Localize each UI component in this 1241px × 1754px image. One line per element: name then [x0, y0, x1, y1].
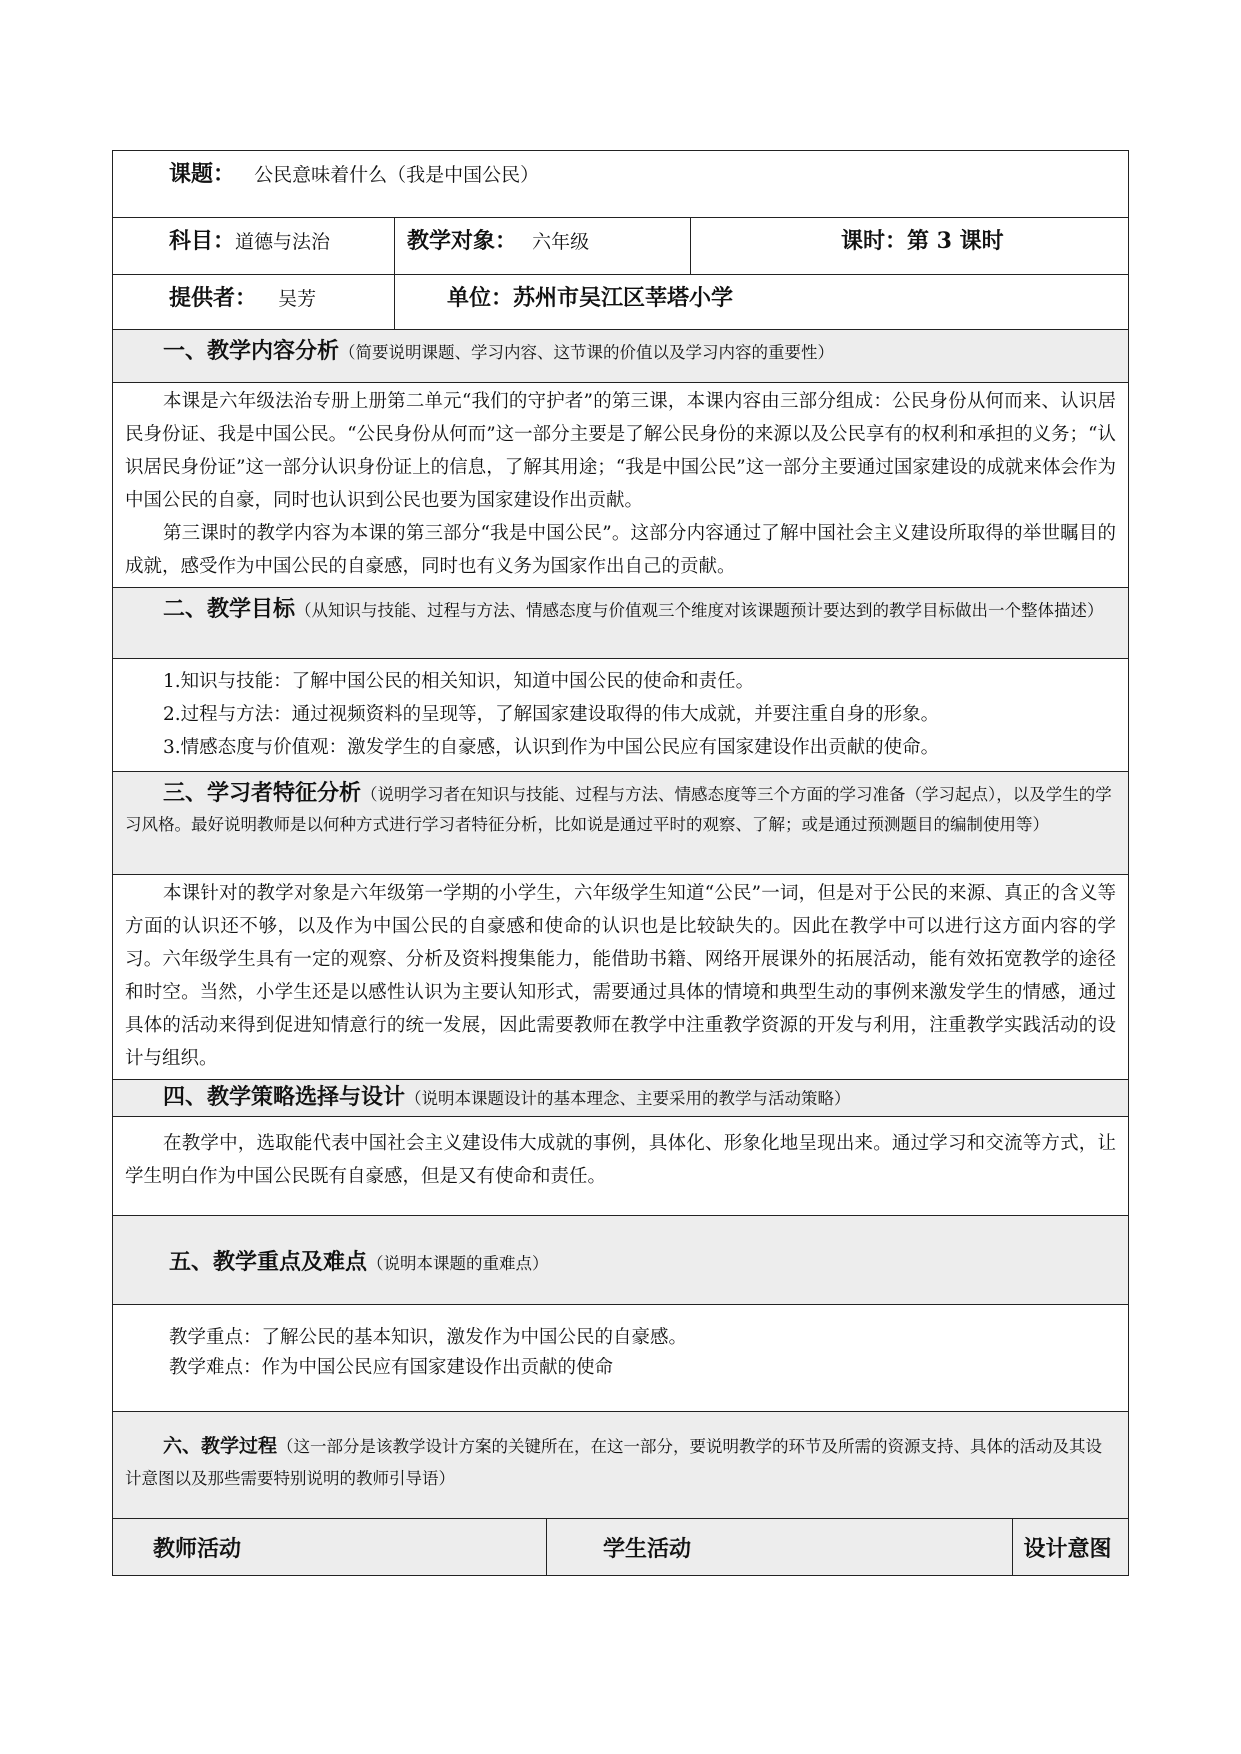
subject-row	[113, 218, 1129, 275]
section-1-paragraph: 本课是六年级法治专册上册第二单元“我们的守护者”的第三课，本课内容由三部分组成：公民身份从何而来、认识居民身份证、我是中国公民。“公民身份从何而”这一部分主要是了解公民身份的来源以及公民享有的权利和承担的义务；“认识居民身份证”这一部分认识身份证上的信息，了解其用途；“我是中国公民”这一部分主要通过国家建设的成就来体会作为中国公民的自豪，同时也认识到公民也要为国家建设作出贡献。	[125, 391, 1116, 511]
section-1-paragraph: 第三课时的教学内容为本课的第三部分“我是中国公民”。这部分内容通过了解中国社会主义建设所取得的举世瞩目的成就，感受作为中国公民的自豪感，同时也有义务为国家作出自己的贡献。	[125, 523, 1116, 577]
topic-row	[113, 151, 1129, 218]
section-5-title: 五、教学重点及难点	[169, 1248, 368, 1275]
section-3-note: （说明学习者在知识与技能、过程与方法、情感态度等三个方面的学习准备（学习起点），以及学生的学习风格。最好说明教师是以何种方式进行学习者特征分析，比如说是通过平时的观察、了解；或是通过预测题目的编制使用等）	[125, 785, 1112, 834]
subject-value: 道德与法治	[235, 231, 331, 253]
section-5-body	[113, 1305, 1129, 1412]
design-intent-header: 设计意图	[1023, 1535, 1112, 1562]
goal-item: 1.知识与技能：了解中国公民的相关知识，知道中国公民的使命和责任。	[163, 671, 755, 692]
section-4-paragraph: 在教学中，选取能代表中国社会主义建设伟大成就的事例，具体化、形象化地呈现出来。通过学习和交流等方式，让学生明白作为中国公民既有自豪感，但是又有使命和责任。	[125, 1133, 1116, 1187]
unit: 单位：苏州市吴江区莘塔小学	[447, 285, 734, 311]
section-2-title: 二、教学目标	[163, 596, 296, 622]
difficult-point: 教学难点：作为中国公民应有国家建设作出贡献的使命	[169, 1357, 614, 1378]
student-activity-header: 学生活动	[603, 1535, 692, 1562]
section-6-note: （这一部分是该教学设计方案的关键所在，在这一部分，要说明教学的环节及所需的资源支持、具体的活动及其设计意图以及那些需要特别说明的教师引导语）	[125, 1437, 1103, 1488]
section-1-header	[113, 330, 1129, 383]
section-4-header	[113, 1080, 1129, 1117]
lesson-plan-sheet	[112, 150, 1128, 1576]
provider-row	[113, 275, 1129, 330]
goal-item: 2.过程与方法：通过视频资料的呈现等，了解国家建设取得的伟大成就，并要注重自身的形象。	[163, 704, 940, 725]
teacher-activity-header: 教师活动	[153, 1535, 242, 1562]
process-table-header	[113, 1519, 1129, 1576]
section-5-note: （说明本课题的重难点）	[367, 1253, 549, 1273]
section-2-note: （从知识与技能、过程与方法、情感态度与价值观三个维度对该课题预计要达到的教学目标做出一个整体描述）	[295, 601, 1104, 620]
section-4-note: （说明本课题设计的基本理念、主要采用的教学与活动策略）	[405, 1089, 851, 1108]
section-1-body	[113, 383, 1129, 588]
section-2-header	[113, 588, 1129, 659]
section-3-paragraph: 本课针对的教学对象是六年级第一学期的小学生，六年级学生知道“公民”一词，但是对于公民的来源、真正的含义等方面的认识还不够，以及作为中国公民的自豪感和使命的认识也是比较缺失的。因此在教学中可以进行这方面内容的学习。六年级学生具有一定的观察、分析及资料搜集能力，能借助书籍、网络开展课外的拓展活动，能有效拓宽教学的途径和时空。当然，小学生还是以感性认识为主要认知形式，需要通过具体的情境和典型生动的事例来激发学生的情感，通过具体的活动来得到促进知情意行的统一发展，因此需要教师在教学中注重教学资源的开发与利用，注重教学实践活动的设计与组织。	[125, 883, 1116, 1069]
section-3-title: 三、学习者特征分析	[163, 780, 362, 806]
section-6-header	[113, 1412, 1129, 1519]
section-6-title: 六、教学过程	[163, 1435, 278, 1457]
topic-value: 公民意味着什么（我是中国公民）	[254, 164, 540, 186]
section-1-title: 一、教学内容分析	[163, 338, 340, 364]
section-4-title: 四、教学策略选择与设计	[163, 1084, 406, 1110]
key-point: 教学重点：了解公民的基本知识，激发作为中国公民的自豪感。	[169, 1327, 688, 1348]
section-5-header	[113, 1216, 1129, 1305]
topic-label: 课题：	[169, 161, 236, 187]
audience-label: 教学对象：	[407, 228, 518, 254]
section-4-body	[113, 1117, 1129, 1216]
section-3-header	[113, 772, 1129, 875]
subject-label: 科目：	[169, 228, 236, 254]
provider-value: 吴芳	[278, 288, 317, 310]
goal-item: 3.情感态度与价值观：激发学生的自豪感，认识到作为中国公民应有国家建设作出贡献的使命。	[163, 737, 940, 758]
section-2-body	[113, 659, 1129, 772]
period: 课时：第 3 课时	[841, 228, 1004, 254]
section-1-note: （简要说明课题、学习内容、这节课的价值以及学习内容的重要性）	[339, 343, 835, 362]
provider-label: 提供者：	[169, 285, 258, 311]
audience-value: 六年级	[532, 231, 590, 253]
section-3-body	[113, 875, 1129, 1080]
lesson-plan-table	[112, 150, 1129, 1576]
